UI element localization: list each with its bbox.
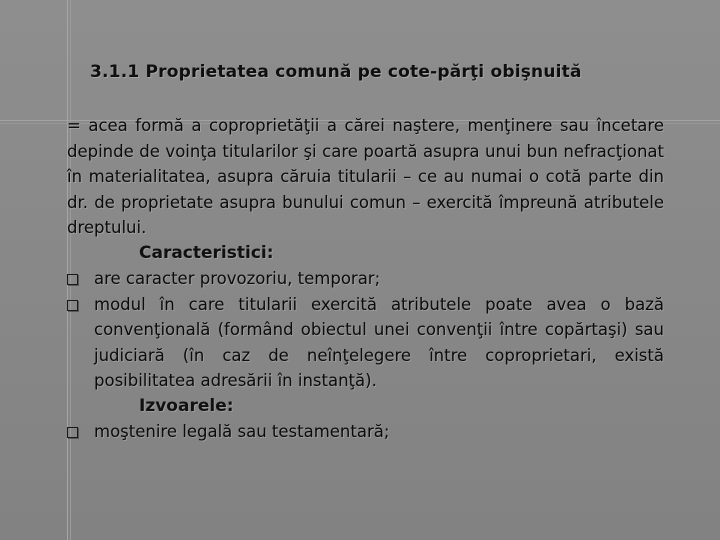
- checkbox-square-icon: [67, 427, 78, 438]
- slide-body: [67, 113, 664, 445]
- slide-title: 3.1.1 Proprietatea comună pe cote-părţi obişnuită: [90, 62, 582, 82]
- list-item: [67, 419, 664, 445]
- characteristics-heading: Caracteristici:: [139, 242, 274, 263]
- list-item: [67, 266, 664, 292]
- list-item-text: modul în care titularii exercită atributele poate avea o bază convenţională (formând obiectul unei convenţii între copărtaşi) sau judiciară (în caz de neînţelegere între coproprietari, există posibilitatea adresării în instanţă).: [94, 294, 664, 390]
- checkbox-square-icon: [67, 300, 78, 311]
- characteristics-list: [67, 266, 664, 394]
- list-item: [67, 292, 664, 394]
- list-item-text: are caracter provozoriu, temporar;: [94, 269, 381, 288]
- definition-paragraph: = acea formă a coproprietăţii a cărei naştere, menţinere sau încetare depinde de voinţa titularilor şi care poartă asupra unui bun nefracţionat în materialitatea, asupra căruia titularii – ce au numai o cotă parte din dr. de proprietate asupra bunului comun – exercită împreună atributele dreptului.: [67, 116, 664, 237]
- list-item-text: moştenire legală sau testamentară;: [94, 422, 390, 441]
- checkbox-square-icon: [67, 274, 78, 285]
- sources-heading: Izvoarele:: [139, 395, 234, 416]
- sources-list: [67, 419, 664, 445]
